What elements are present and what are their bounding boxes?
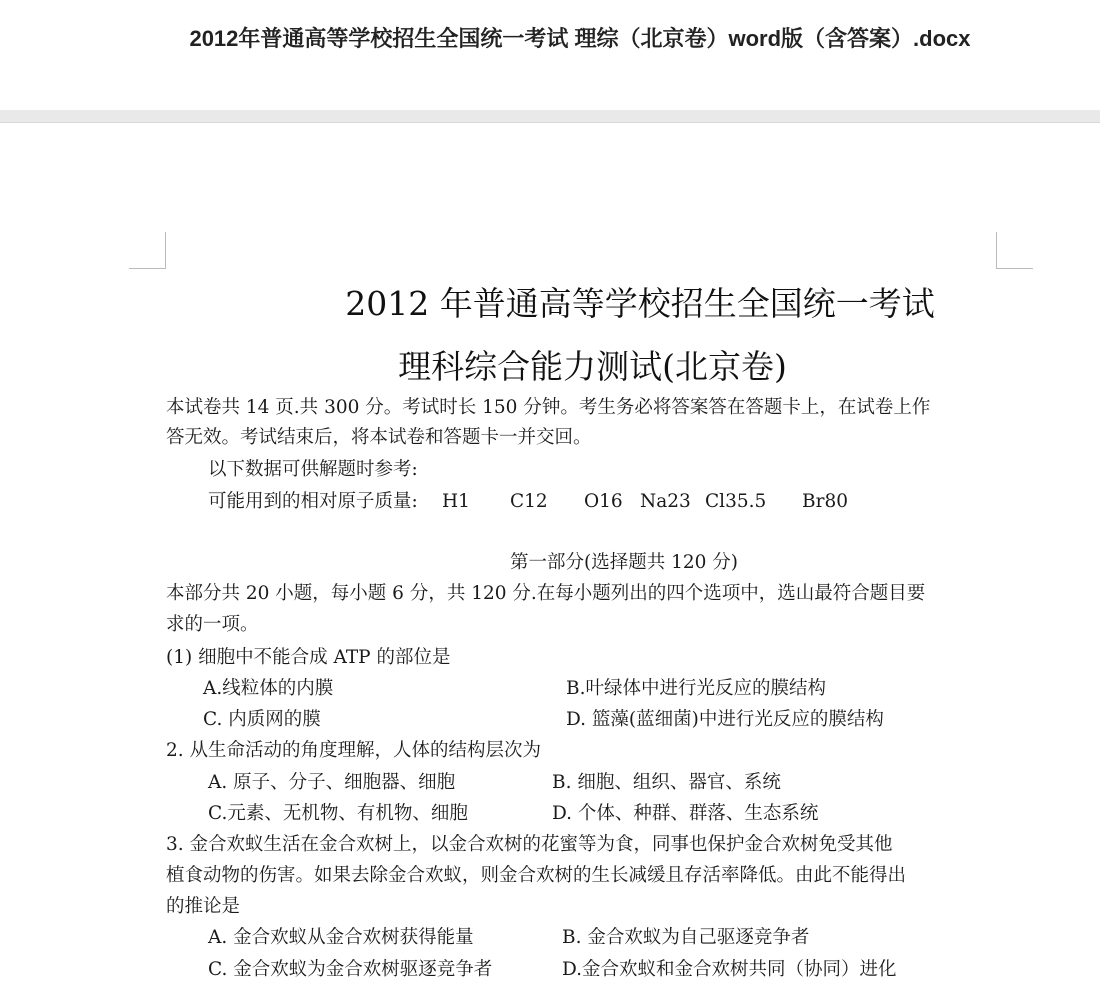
part1-instructions-line2: 求的一项。 bbox=[166, 614, 259, 635]
question-1-stem: (1) 细胞中不能合成 ATP 的部位是 bbox=[166, 647, 451, 668]
question-1-option-c: C. 内质网的膜 bbox=[203, 709, 321, 730]
atomic-mass-item: O16 bbox=[584, 491, 623, 512]
question-2-option-a: A. 原子、分子、细胞器、细胞 bbox=[208, 772, 456, 793]
intro-paragraph-line1: 本试卷共 14 页.共 300 分。考试时长 150 分钟。考生务必将答案答在答题卡上，在试卷上作 bbox=[166, 397, 931, 418]
question-3-stem-line1: 3. 金合欢蚁生活在金合欢树上，以金合欢树的花蜜等为食，同事也保护金合欢树免受其他 bbox=[166, 834, 893, 855]
reference-data-intro: 以下数据可供解题时参考: bbox=[208, 459, 418, 480]
part1-section-title: 第一部分(选择题共 120 分) bbox=[510, 552, 739, 573]
question-2-option-c: C.元素、无机物、有机物、细胞 bbox=[208, 803, 468, 824]
part1-instructions-line1: 本部分共 20 小题，每小题 6 分，共 120 分.在每小题列出的四个选项中，选山最符合题目要 bbox=[166, 583, 926, 604]
question-3-option-d: D.金合欢蚁和金合欢树共同（协同）进化 bbox=[562, 959, 897, 980]
window-header bbox=[0, 0, 1100, 110]
intro-paragraph-line2: 答无效。考试结束后，将本试卷和答题卡一并交回。 bbox=[166, 427, 592, 448]
question-1-option-a: A.线粒体的内膜 bbox=[203, 678, 334, 699]
margin-corner-mark-right bbox=[996, 232, 1033, 269]
question-1-option-b: B.叶绿体中进行光反应的膜结构 bbox=[566, 678, 826, 699]
atomic-mass-item: Na23 bbox=[640, 491, 691, 512]
atomic-mass-item: Cl35.5 bbox=[705, 491, 767, 512]
atomic-mass-item: Br80 bbox=[802, 491, 848, 512]
question-1-option-d: D. 篮藻(蓝细菌)中进行光反应的膜结构 bbox=[566, 709, 884, 730]
document-page bbox=[0, 123, 1100, 990]
atomic-mass-label: 可能用到的相对原子质量: bbox=[208, 491, 418, 512]
atomic-mass-item: H1 bbox=[442, 491, 470, 512]
question-3-option-b: B. 金合欢蚁为自己驱逐竞争者 bbox=[562, 927, 810, 948]
question-3-stem-line3: 的推论是 bbox=[166, 896, 241, 917]
exam-heading-line2: 理科综合能力测试(北京卷) bbox=[398, 347, 787, 386]
exam-heading-line1: 2012 年普通高等学校招生全国统一考试 bbox=[345, 284, 935, 323]
question-3-option-a: A. 金合欢蚁从金合欢树获得能量 bbox=[208, 927, 474, 948]
question-3-stem-line2: 植食动物的伤害。如果去除金合欢蚁，则金合欢树的生长减缓且存活率降低。由此不能得出 bbox=[166, 865, 907, 886]
question-2-stem: 2. 从生命活动的角度理解，人体的结构层次为 bbox=[166, 740, 542, 761]
question-2-option-b: B. 细胞、组织、器官、系统 bbox=[552, 772, 781, 793]
atomic-mass-item: C12 bbox=[510, 491, 548, 512]
page-separator bbox=[0, 110, 1100, 123]
question-3-option-c: C. 金合欢蚁为金合欢树驱逐竞争者 bbox=[208, 959, 493, 980]
margin-corner-mark-left bbox=[129, 232, 166, 269]
question-2-option-d: D. 个体、种群、群落、生态系统 bbox=[552, 803, 819, 824]
document-filename-title: 2012年普通高等学校招生全国统一考试 理综（北京卷）word版（含答案）.docx bbox=[189, 26, 971, 51]
